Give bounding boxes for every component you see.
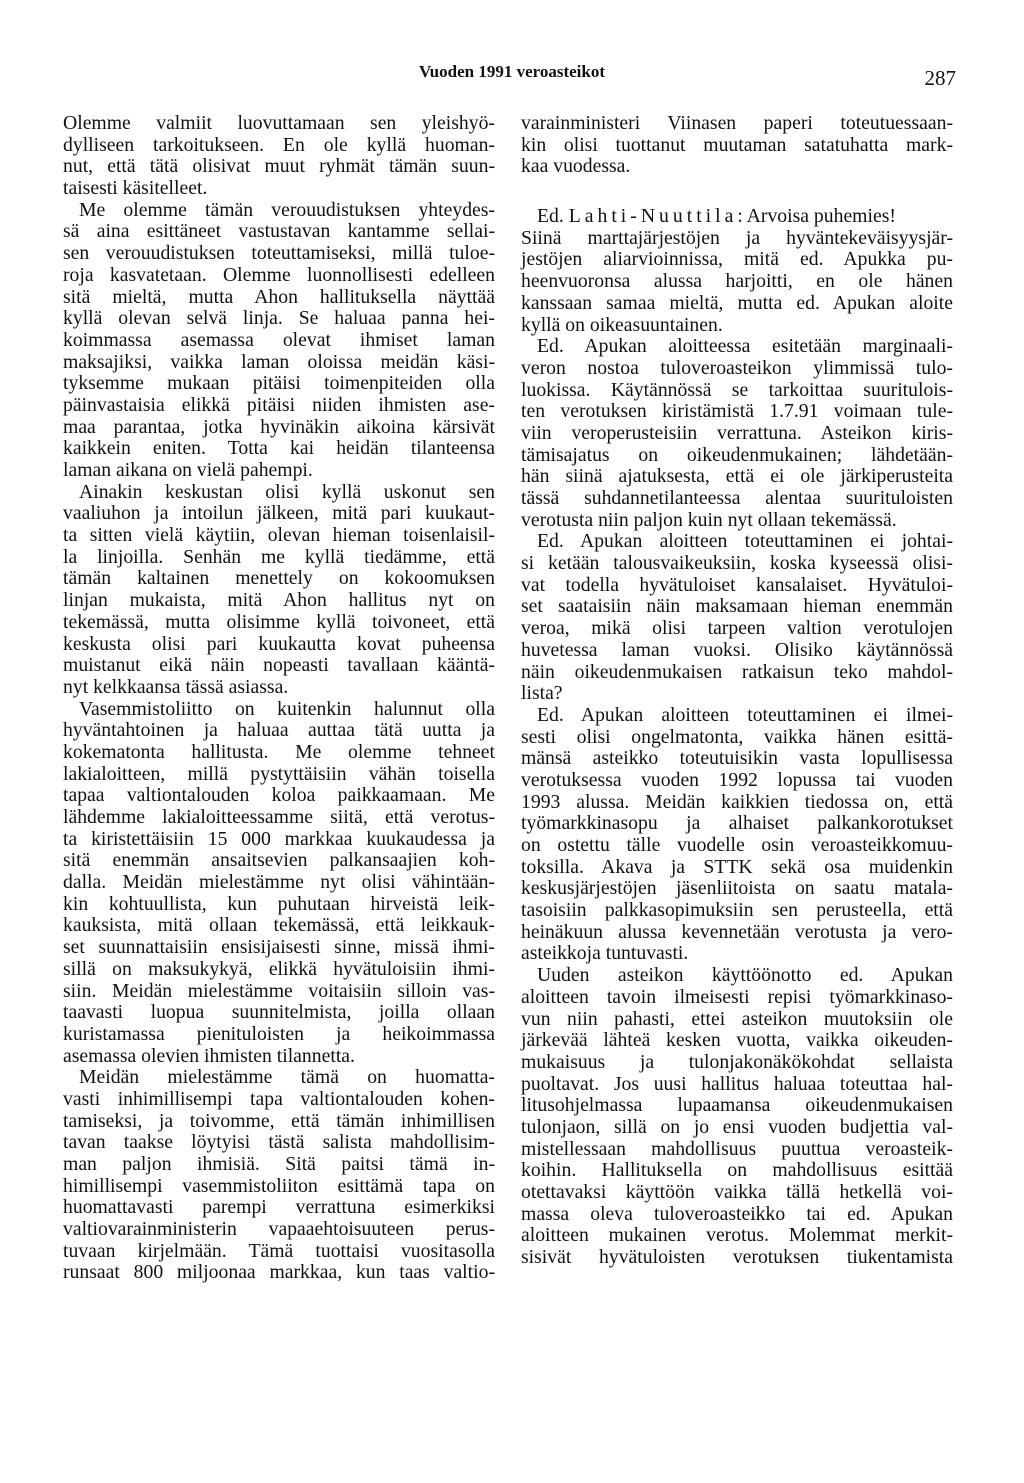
text-line: tämän kaltainen menettely on kokoomuksen — [63, 567, 495, 590]
text-line: kyllä olevan selvä linja. Se haluaa panna hei- — [63, 307, 495, 330]
text-line: keskusjärjestöjen jäsenliitoista on saatu matala- — [521, 877, 953, 900]
text-line: kanssaan samaa mieltä, mutta ed. Apukan aloite — [521, 291, 953, 314]
text-line: tapaa valtiontalouden koloa paikkaamaan. Me — [63, 784, 495, 807]
text-line: 1993 alussa. Meidän kaikkien tiedossa on, että — [521, 790, 953, 813]
text-line: set suunnattaisiin ensisijaisesti sinne, missä ihmi- — [63, 936, 495, 959]
text-line: maa parantaa, jotka hyvinäkin aikoina kärsivät — [63, 415, 495, 438]
text-line: laman aikana on vielä pahempi. — [63, 459, 313, 481]
text-line: tulonjaon, sillä on jo ensi vuoden budjettia val- — [521, 1115, 953, 1138]
text-line: sisivät hyvätuloisten verotuksen tiukentamista — [521, 1246, 953, 1269]
text-line: Me olemme tämän verouudistuksen yhteydes- — [79, 198, 495, 221]
text-line: ta sitten vielä käytiin, olevan hieman toisenlaisil- — [63, 524, 495, 547]
text-line: aloitteen tavoin ilmeisesti repisi työmarkkinaso- — [521, 985, 953, 1008]
left-column — [63, 113, 495, 1284]
text-line: hän siinä ajatuksesta, että ei ole järkiperusteita — [521, 465, 953, 488]
text-line: keskusta olisi pari kuukautta kovat puheensa — [63, 632, 495, 655]
text-line: muistanut eikä näin nopeasti tavallaan kääntä- — [63, 654, 495, 677]
text-line: roja kasvatetaan. Olemme luonnollisesti edelleen — [63, 263, 495, 286]
text-line: lakialoitteen, millä pystyttäisiin vähän toisella — [63, 762, 495, 785]
speaker-line — [521, 206, 953, 228]
text-line: Vasemmistoliitto on kuitenkin halunnut olla — [79, 697, 495, 720]
text-line: kin olisi tuottanut muutaman satatuhatta mark- — [521, 133, 953, 156]
right-column-top — [521, 113, 953, 178]
text-line: toksilla. Akava ja STTK sekä osa muidenkin — [521, 855, 953, 878]
text-line: siin. Meidän mielestämme voitaisiin silloin vas- — [63, 979, 495, 1002]
text-line: mänsä asteikko toteutuisikin vasta lopullisessa — [521, 747, 953, 770]
text-line: vasti inhimillisempi tapa valtiontalouden kohen- — [63, 1087, 495, 1110]
text-line: litusohjelmassa lupaamansa oikeudenmukaisen — [521, 1094, 953, 1117]
text-line: kuristamassa pienituloisten ja heikoimmassa — [63, 1022, 495, 1045]
text-line: mistellessaan mahdollisuus puuttua veroasteik- — [521, 1137, 953, 1160]
text-line: taisesti käsitelleet. — [63, 177, 208, 200]
section-gap — [521, 178, 953, 206]
text-line: lähdemme lakialoitteessamme siitä, että verotus- — [63, 806, 495, 828]
text-line: verotuksessa vuoden 1992 lopussa tai vuoden — [521, 768, 953, 791]
text-line: man paljon ihmisiä. Sitä paitsi tämä in- — [63, 1153, 495, 1175]
text-line: koihin. Hallituksella on mahdollisuus esittää — [521, 1159, 953, 1182]
speaker-suffix: : Arvoisa puhemies! — [737, 205, 896, 228]
text-line: Ed. Apukan aloitteen toteuttaminen ei johtai- — [537, 530, 953, 553]
text-line: maksajiksi, vaikka laman oloissa meidän käsi- — [63, 350, 495, 373]
text-line: tavan taakse löytyisi tästä salista mahdollisim- — [63, 1131, 495, 1154]
text-line: otettavaksi käyttöön vaikka tällä hetkellä voi- — [521, 1181, 953, 1203]
text-line: tamiseksi, ja toivomme, että tämän inhimillisen — [63, 1109, 495, 1132]
text-line: lista? — [521, 682, 563, 705]
text-line: Ainakin keskustan olisi kyllä uskonut sen — [79, 480, 495, 503]
text-line: vat todella hyvätuloiset kansalaiset. Hyvätuloi- — [521, 573, 953, 596]
text-line: sillä on maksukykyä, elikkä hyvätuloisiin ihmi- — [63, 957, 495, 980]
text-line: sitä enemmän ansaitsevien palkansaajien koh- — [63, 849, 495, 872]
text-line: heinäkuun alussa kevennetään verotusta ja vero- — [521, 920, 953, 943]
text-line: sitä mieltä, mutta Ahon hallituksella näyttää — [63, 285, 495, 308]
text-line: on ostettu tälle vuodelle osin veroasteikkomuu- — [521, 834, 953, 856]
text-line: himillisempi vasemmistoliiton esittämä tapa on — [63, 1174, 495, 1197]
text-line: vaaliuhon ja intoilun jälkeen, mitä pari kuukaut- — [63, 502, 495, 525]
text-line: set saataisiin näin maksamaan hieman enemmän — [521, 595, 953, 618]
text-line: aloitteen mukainen verotus. Molemmat merkit- — [521, 1224, 953, 1247]
text-line: tämisajatus on oikeudenmukainen; lähdetään- — [521, 443, 953, 466]
text-line: asemassa olevien ihmisten tilannetta. — [63, 1044, 355, 1067]
text-line: tasoisiin palkkasopimuksiin sen perusteella, että — [521, 899, 953, 922]
text-line: Siinä marttajärjestöjen ja hyväntekeväisyysjär- — [521, 226, 953, 249]
right-column — [521, 113, 953, 1269]
text-line: sen verouudistuksen toteuttamiseksi, millä tuloe- — [63, 242, 495, 265]
text-line: Ed. Apukan aloitteen toteuttaminen ei ilmei- — [537, 703, 953, 726]
running-title: Vuoden 1991 veroasteikot — [418, 62, 606, 81]
text-line: kin kohtuullista, kun puhutaan hirveistä leik- — [63, 892, 495, 915]
text-line: ta kiristettäisiin 15 000 markkaa kuukaudessa ja — [63, 827, 495, 850]
text-line: tyksemme mukaan pitäisi toimenpiteiden olla — [63, 372, 495, 395]
text-line: taavasti luopua suunnitelmista, joilla ollaan — [63, 1001, 495, 1024]
text-line: vun niin pahasti, ettei asteikon muutoksiin ole — [521, 1007, 953, 1030]
text-line: runsaat 800 miljoonaa markkaa, kun taas valtio- — [63, 1261, 495, 1284]
text-line: sä aina esittäneet vastustavan kantamme sellai- — [63, 220, 495, 243]
text-line: varainministeri Viinasen paperi toteutuessaan- — [521, 112, 953, 134]
text-line: sesti olisi ongelmatonta, vaikka hänen esittä- — [521, 725, 953, 748]
text-line: järkevää lähteä kesken vuotta, vaikka oikeuden- — [521, 1029, 953, 1052]
text-line: tässä suhdannetilanteessa alentaa suurituloisten — [521, 487, 953, 509]
text-line: asteikkoja tuntuvasti. — [521, 942, 689, 965]
right-column-body — [521, 228, 953, 1269]
text-line: dalla. Meidän mielestämme nyt olisi vähintään- — [63, 871, 495, 894]
text-line: työmarkkinasopu ja alhaiset palkankorotukset — [521, 812, 953, 835]
text-line: Ed. Apukan aloitteessa esitetään marginaali- — [537, 335, 953, 358]
text-line: tekemässä, mutta olisimme kyllä toivoneet, että — [63, 610, 495, 633]
text-line: huvetessa laman vuoksi. Olisiko käytännössä — [521, 638, 953, 661]
text-line: veron nostoa tuloveroasteikon ylimmissä tulo- — [521, 356, 953, 379]
text-line: näin oikeudenmukaisen ratkaisun teko mahdol- — [521, 660, 953, 683]
text-line: hyväntahtoinen ja haluaa auttaa tätä uutta ja — [63, 719, 495, 742]
text-line: massa oleva tuloveroasteikko tai ed. Apukan — [521, 1202, 953, 1225]
text-line: si ketään talousvaikeuksiin, koska kyseessä olisi- — [521, 552, 953, 575]
text-line: kokematonta hallitusta. Me olemme tehneet — [63, 740, 495, 763]
speaker-prefix: Ed. — [537, 205, 569, 228]
text-line: verotusta niin paljon kuin nyt ollaan tekemässä. — [521, 508, 897, 531]
text-line: nyt kelkkaansa tässä asiassa. — [63, 675, 289, 698]
text-line: nut, että tätä olisivat muut ryhmät tämän suun- — [63, 155, 495, 178]
text-line: tuvaan kirjelmään. Tämä tuottaisi vuositasolla — [63, 1239, 495, 1262]
speaker-name: Lahti-Nuuttila — [568, 205, 738, 228]
text-line: kaa vuodessa. — [521, 155, 631, 178]
text-line: puoltavat. Jos uusi hallitus haluaa toteuttaa hal- — [521, 1072, 953, 1095]
text-line: linjan mukaista, mitä Ahon hallitus nyt on — [63, 589, 495, 612]
text-line: dylliseen tarkoitukseen. En ole kyllä huoman- — [63, 133, 495, 156]
text-line: Uuden asteikon käyttöönotto ed. Apukan — [537, 964, 953, 987]
text-line: heenvuoronsa alussa harjoitti, en ole hänen — [521, 270, 953, 293]
text-line: kauksista, mitä ollaan tekemässä, että leikkauk- — [63, 914, 495, 937]
text-line: viin veroperusteisiin verrattuna. Asteikon kiris- — [521, 421, 953, 444]
text-line: mukaisuus ja tulonjakonäkökohdat sellaista — [521, 1050, 953, 1073]
page-number: 287 — [924, 66, 956, 90]
text-line: veroa, mikä olisi tarpeen valtion verotulojen — [521, 617, 953, 640]
text-line: luokissa. Käytännössä se tarkoittaa suuritulois- — [521, 378, 953, 401]
text-line: ten verotuksen kiristämistä 1.7.91 voimaan tule- — [521, 400, 953, 423]
text-line: kyllä on oikeasuuntainen. — [521, 313, 723, 336]
text-line: kaikkein eniten. Totta kai heidän tilanteensa — [63, 437, 495, 460]
text-line: jestöjen aliarvioinnissa, mitä ed. Apukka pu- — [521, 248, 953, 271]
text-line: Meidän mielestämme tämä on huomatta- — [79, 1066, 495, 1089]
text-line: huomattavasti parempi verrattuna esimerkiksi — [63, 1196, 495, 1219]
text-line: päinvastaisia elikkä pitäisi niiden ihmisten ase- — [63, 393, 495, 416]
text-line: Olemme valmiit luovuttamaan sen yleishyö- — [63, 112, 495, 134]
text-line: valtiovarainministerin vapaaehtoisuuteen perus- — [63, 1218, 495, 1241]
text-line: koimmassa asemassa olevat ihmiset laman — [63, 328, 495, 351]
text-line: la linjoilla. Senhän me kyllä tiedämme, että — [63, 545, 495, 568]
page-header — [0, 62, 1024, 92]
